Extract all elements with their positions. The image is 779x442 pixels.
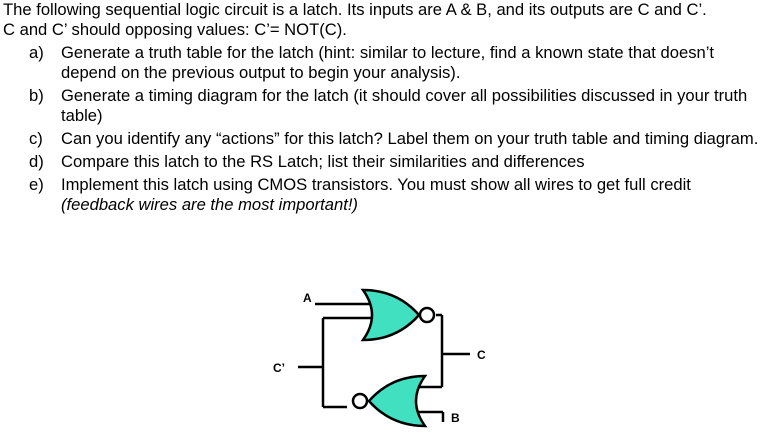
question-b xyxy=(3,86,773,126)
question-note: (feedback wires are the most important!) xyxy=(61,195,358,214)
question-marker: e) xyxy=(29,175,44,194)
question-text: Generate a truth table for the latch (hint: similar to lecture, find a known state that doesn’t depend on the previous output to begin your analysis). xyxy=(61,43,715,82)
question-c xyxy=(3,129,773,149)
problem-text xyxy=(3,0,773,218)
question-text: Implement this latch using CMOS transistors. You must show all wires to get full credit xyxy=(61,175,691,194)
question-list xyxy=(3,43,773,215)
intro-line-2: C and C’ should opposing values: C’= NOT(C). xyxy=(3,20,347,39)
question-marker: a) xyxy=(29,43,44,62)
latch-circuit-diagram xyxy=(265,272,515,437)
label-a: A xyxy=(303,291,312,305)
label-c-prime: C’ xyxy=(273,361,285,375)
top-nor-gate xyxy=(363,290,419,340)
question-text: Compare this latch to the RS Latch; list their similarities and differences xyxy=(61,152,585,171)
question-marker: b) xyxy=(29,86,44,105)
latch-circuit-svg xyxy=(265,272,515,437)
question-e xyxy=(3,175,773,215)
question-text: Generate a timing diagram for the latch (it should cover all possibilities discussed in your truth table) xyxy=(61,86,748,125)
bottom-nor-bubble xyxy=(353,394,367,408)
label-b: B xyxy=(451,411,460,425)
question-text: Can you identify any “actions” for this latch? Label them on your truth table and timing diagram. xyxy=(61,129,759,148)
question-a xyxy=(3,43,773,83)
intro-line-1: The following sequential logic circuit is a latch. Its inputs are A & B, and its outputs are C and C’. xyxy=(3,0,707,19)
bottom-nor-gate xyxy=(369,376,425,426)
question-d xyxy=(3,152,773,172)
top-nor-bubble xyxy=(420,308,434,322)
question-marker: c) xyxy=(29,129,43,148)
question-marker: d) xyxy=(29,152,44,171)
label-c: C xyxy=(477,348,486,362)
